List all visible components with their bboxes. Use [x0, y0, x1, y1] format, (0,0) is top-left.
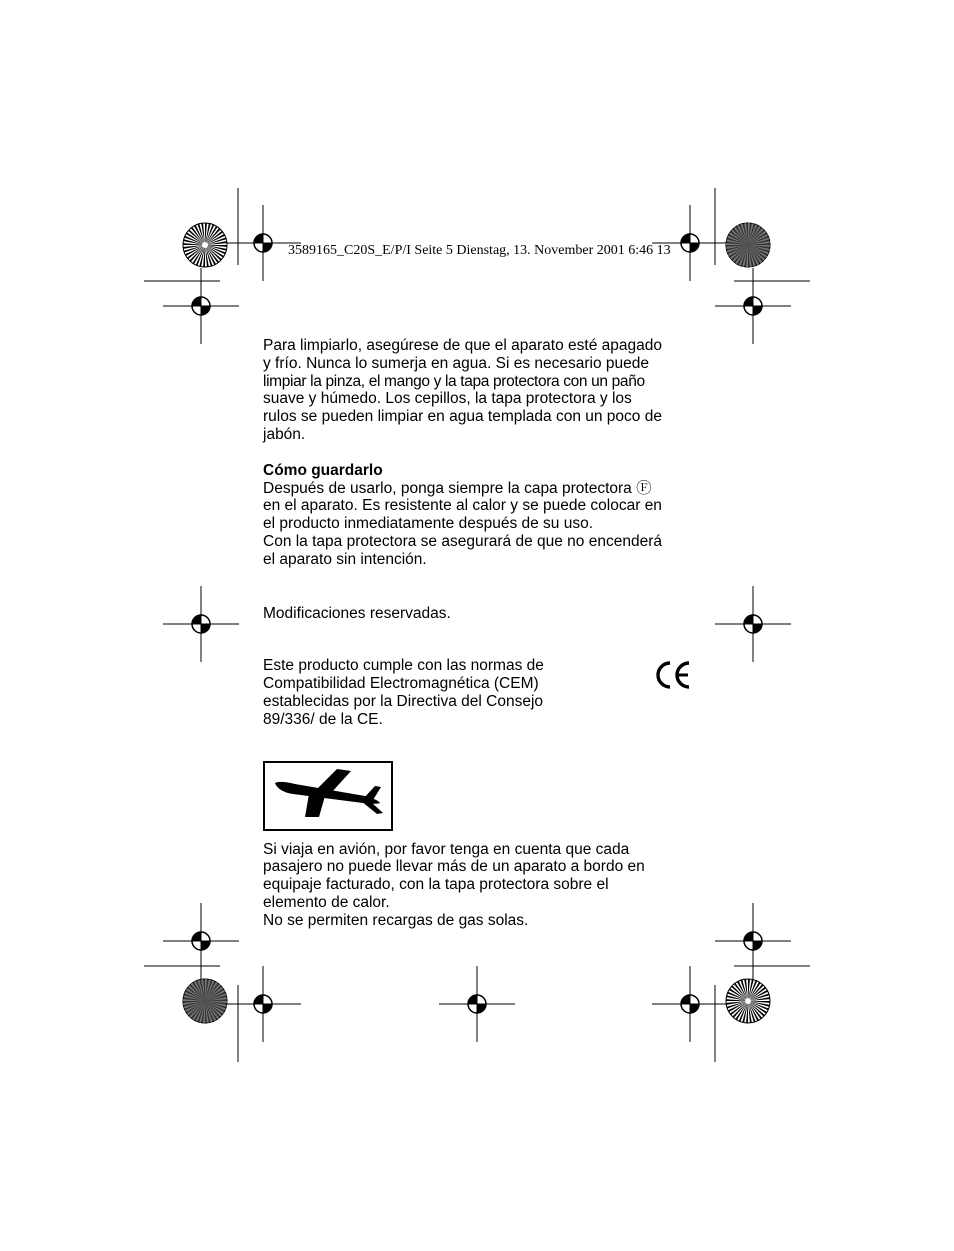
compliance-section	[263, 657, 703, 728]
registration-crosshair	[163, 268, 239, 344]
modifications-note	[263, 605, 703, 623]
text-line: en el aparato. Es resistente al calor y se puede colocar en	[263, 497, 662, 515]
storage-section	[263, 462, 703, 569]
text-line: jabón.	[263, 425, 306, 443]
registration-crosshair	[163, 903, 239, 979]
text-line: elemento de calor.	[263, 893, 390, 911]
text-line: rulos se pueden limpiar en agua templada con un poco de	[263, 408, 662, 426]
starburst-target	[183, 223, 227, 267]
airplane-symbol	[263, 761, 393, 831]
registration-crosshair	[652, 966, 728, 1042]
text-line: Compatibilidad Electromagnética (CEM)	[263, 675, 539, 693]
text-line: limpiar la pinza, el mango y la tapa protectora con un paño	[263, 372, 645, 390]
text-line: establecidas por la Directiva del Consejo	[263, 692, 544, 710]
text-line: Este producto cumple con las normas de	[263, 657, 544, 675]
text-line: suave y húmedo. Los cepillos, la tapa protectora y los	[263, 390, 632, 408]
text-line: Modificaciones reservadas.	[263, 604, 451, 622]
registration-crosshair	[163, 586, 239, 662]
registration-crosshair	[715, 268, 791, 344]
registration-crosshair	[715, 903, 791, 979]
text-line: No se permiten recargas de gas solas.	[263, 911, 529, 929]
cleaning-paragraph	[263, 337, 703, 444]
text-line: pasajero no puede llevar más de un aparato a bordo en	[263, 858, 645, 876]
text-line: 89/336/ de la CE.	[263, 710, 383, 728]
section-heading: Cómo guardarlo	[263, 461, 383, 479]
registration-crosshair	[439, 966, 515, 1042]
text-line: Para limpiarlo, asegúrese de que el aparato esté apagado	[263, 337, 662, 354]
text-line: Si viaja en avión, por favor tenga en cuenta que cada	[263, 840, 630, 858]
text-line: Con la tapa protectora se asegurará de que no encenderá	[263, 532, 662, 550]
print-header: 3589165_C20S_E/P/I Seite 5 Dienstag, 13. November 2001 6:46 13	[288, 243, 671, 258]
starburst-target	[726, 979, 770, 1023]
text-line: y frío. Nunca lo sumerja en agua. Si es necesario puede	[263, 354, 650, 372]
registration-crosshair	[225, 966, 301, 1042]
starburst-target	[183, 979, 227, 1023]
airplane-icon	[265, 763, 391, 829]
text-line: el aparato sin intención.	[263, 550, 427, 568]
registration-crosshair	[715, 586, 791, 662]
travel-section	[263, 841, 703, 930]
ce-mark-icon	[653, 657, 693, 693]
text-line: equipaje facturado, con la tapa protectora sobre el	[263, 876, 609, 894]
text-line: el producto inmediatamente después de su uso.	[263, 515, 594, 533]
text-line: Después de usarlo, ponga siempre la capa protectora Ⓕ	[263, 479, 652, 497]
starburst-target	[726, 223, 770, 267]
main-content	[263, 337, 703, 930]
